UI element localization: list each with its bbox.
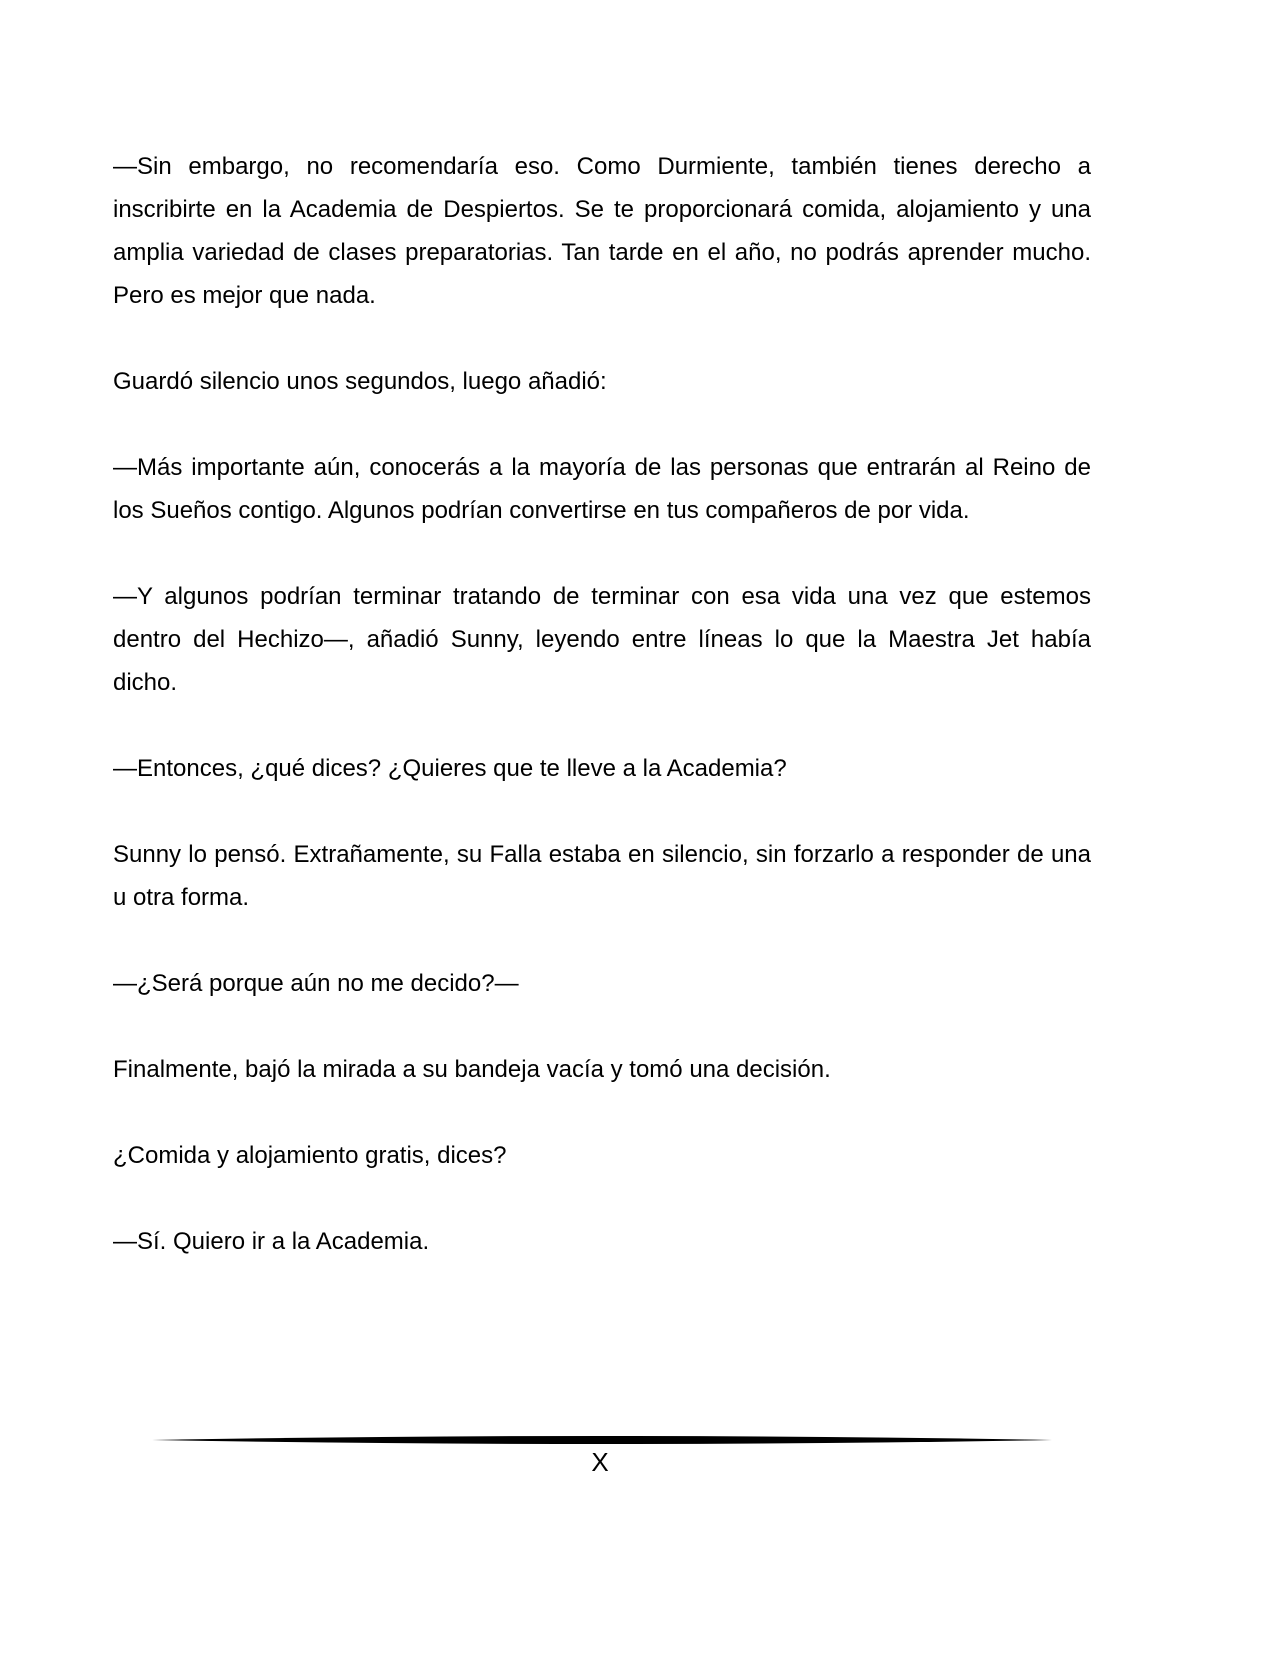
ornamental-divider bbox=[152, 1433, 1052, 1447]
paragraph: —Y algunos podrían terminar tratando de terminar con esa vida una vez que estemos dentro del Hechizo—, añadió Sunny, leyendo entre líneas lo que la Maestra Jet había dicho. bbox=[113, 583, 1091, 696]
page-marker: X bbox=[591, 1447, 609, 1477]
paragraph: Sunny lo pensó. Extrañamente, su Falla estaba en silencio, sin forzarlo a responder de una u otra forma. bbox=[113, 841, 1091, 911]
paragraph: —Sí. Quiero ir a la Academia. bbox=[113, 1228, 430, 1255]
paragraph: —Más importante aún, conocerás a la mayoría de las personas que entrarán al Reino de los Sueños contigo. Algunos podrían convertirse en tus compañeros de por vida. bbox=[113, 454, 1091, 524]
paragraph: —Sin embargo, no recomendaría eso. Como Durmiente, también tienes derecho a inscribirte en la Academia de Despiertos. Se te proporcionará comida, alojamiento y una amplia variedad de clases preparatorias. Tan tarde en el año, no podrás aprender mucho. Pero es mejor que nada. bbox=[113, 153, 1091, 309]
paragraph: Finalmente, bajó la mirada a su bandeja vacía y tomó una decisión. bbox=[113, 1056, 831, 1083]
divider-stroke bbox=[152, 1436, 1052, 1444]
paragraph: —Entonces, ¿qué dices? ¿Quieres que te lleve a la Academia? bbox=[113, 755, 787, 782]
paragraph: ¿Comida y alojamiento gratis, dices? bbox=[113, 1142, 507, 1169]
body-text bbox=[113, 145, 1091, 1263]
paragraph: —¿Será porque aún no me decido?— bbox=[113, 970, 519, 997]
paragraph: Guardó silencio unos segundos, luego añadió: bbox=[113, 368, 607, 395]
